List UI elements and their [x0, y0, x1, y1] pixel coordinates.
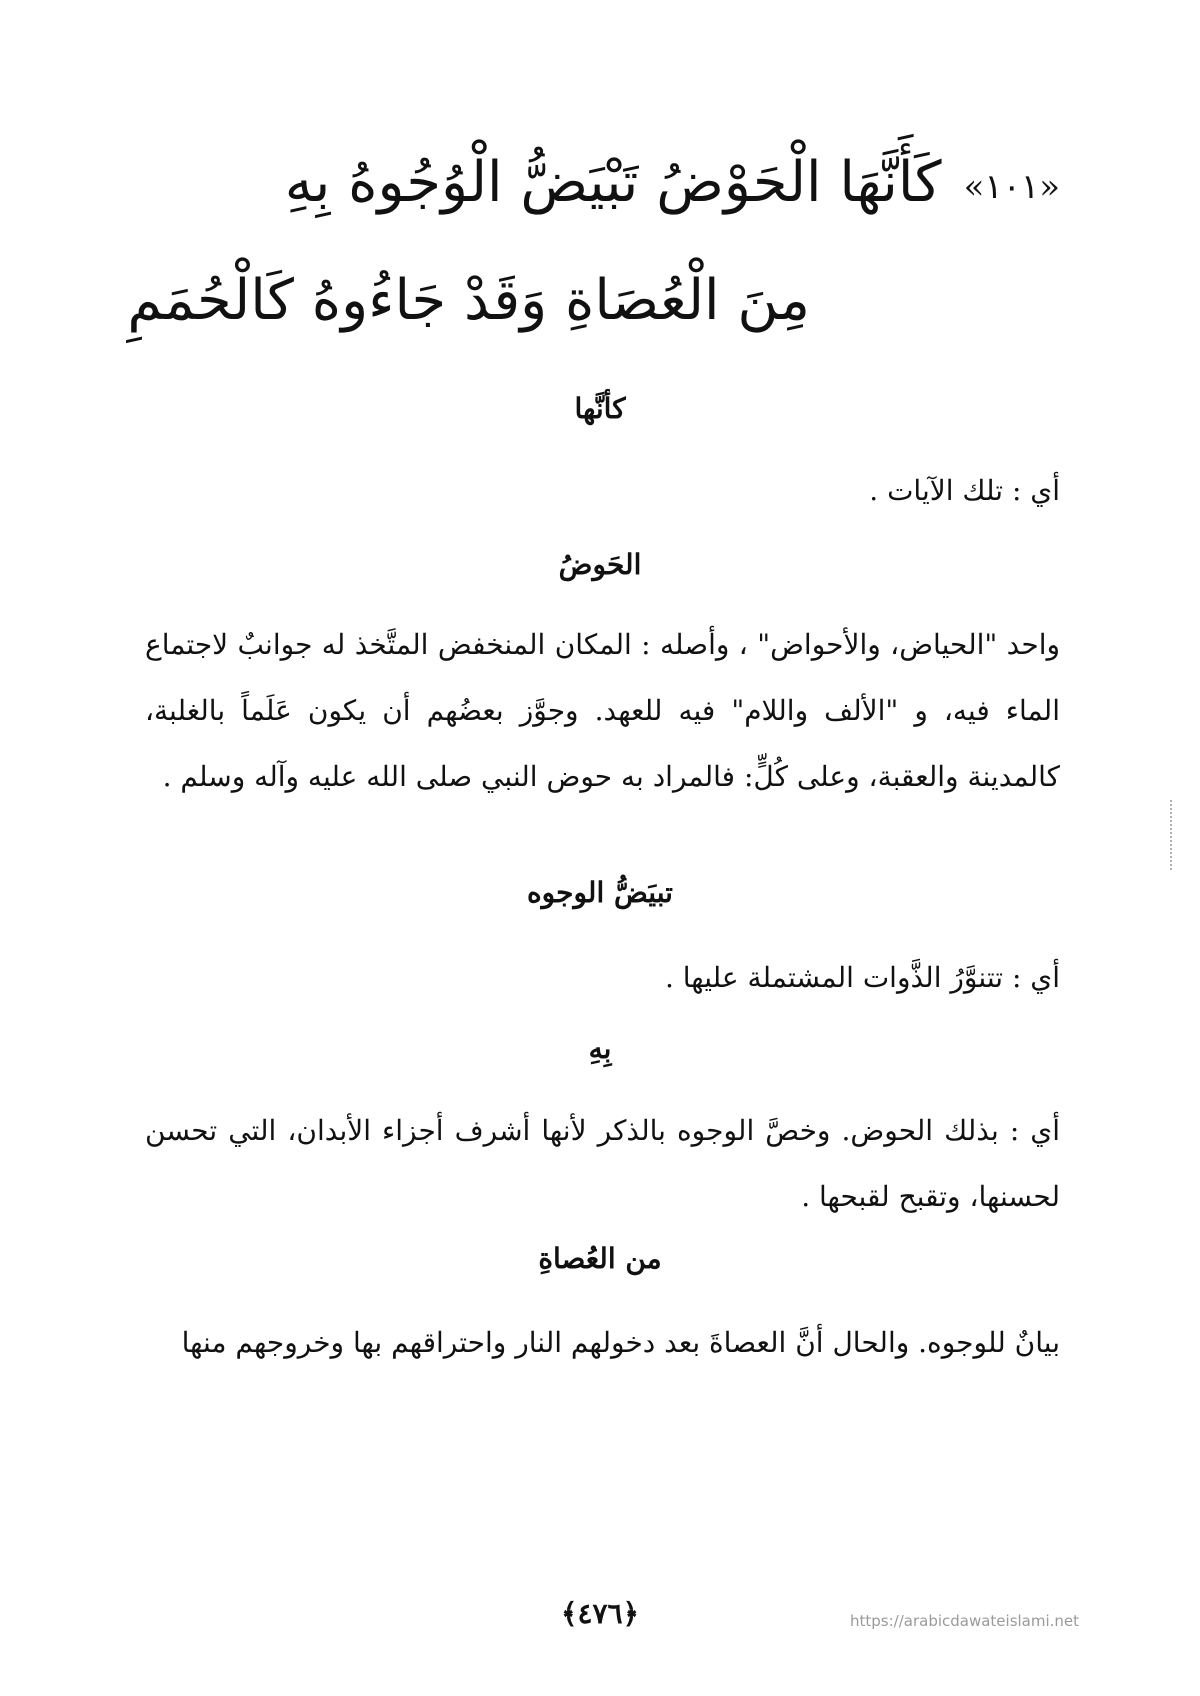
section-paragraph: بيانٌ للوجوه. والحال أنَّ العصاةَ بعد دخولهم النار واحتراقهم بها وخروجهم منها: [181, 1326, 1060, 1359]
section-heading: الحَوضُ: [558, 548, 642, 581]
verse-number: «١٠١»: [963, 166, 1060, 207]
page-number: ﴿٤٧٦﴾: [561, 1597, 639, 1630]
verse-line-1: [100, 150, 1060, 215]
section-heading: تبيَضُّ الوجوه: [527, 876, 673, 909]
section-paragraph: أي : بذلك الحوض. وخصَّ الوجوه بالذكر لأنها أشرف أجزاء الأبدان، التي تحسن لحسنها، وتقبح لقبحها .: [145, 1114, 1060, 1213]
section-heading: بِهِ: [588, 1032, 612, 1065]
watermark-url: https://arabicdawateislami.net: [850, 1612, 1080, 1630]
section-heading: كأنَّها: [574, 392, 626, 425]
section-heading: من العُصاةِ: [538, 1242, 662, 1275]
section-paragraph: واحد "الحياض، والأحواض" ، وأصله : المكان المنخفض المتَّخذ له جوانبٌ لاجتماع الماء فيه، و "الألف واللام" فيه للعهد. وجوَّز بعضُهم أن يكون عَلَماً بالغلبة، كالمدينة والعقبة، وعلى كُلٍّ: فالمراد به حوض النبي صلى الله عليه وآله وسلم .: [145, 628, 1060, 793]
section-paragraph: أي : تلك الآيات .: [869, 474, 1060, 507]
margin-mark: [1170, 800, 1174, 870]
verse-line-2: مِنَ الْعُصَاةِ وَقَدْ جَاءُوهُ كَالْحُمَمِ: [127, 268, 810, 333]
section-paragraph: أي : تتنوَّرُ الذَّوات المشتملة عليها .: [664, 961, 1060, 994]
verse-line-1-text: كَأَنَّهَا الْحَوْضُ تَبْيَضُّ الْوُجُوهُ بِهِ: [284, 150, 942, 215]
